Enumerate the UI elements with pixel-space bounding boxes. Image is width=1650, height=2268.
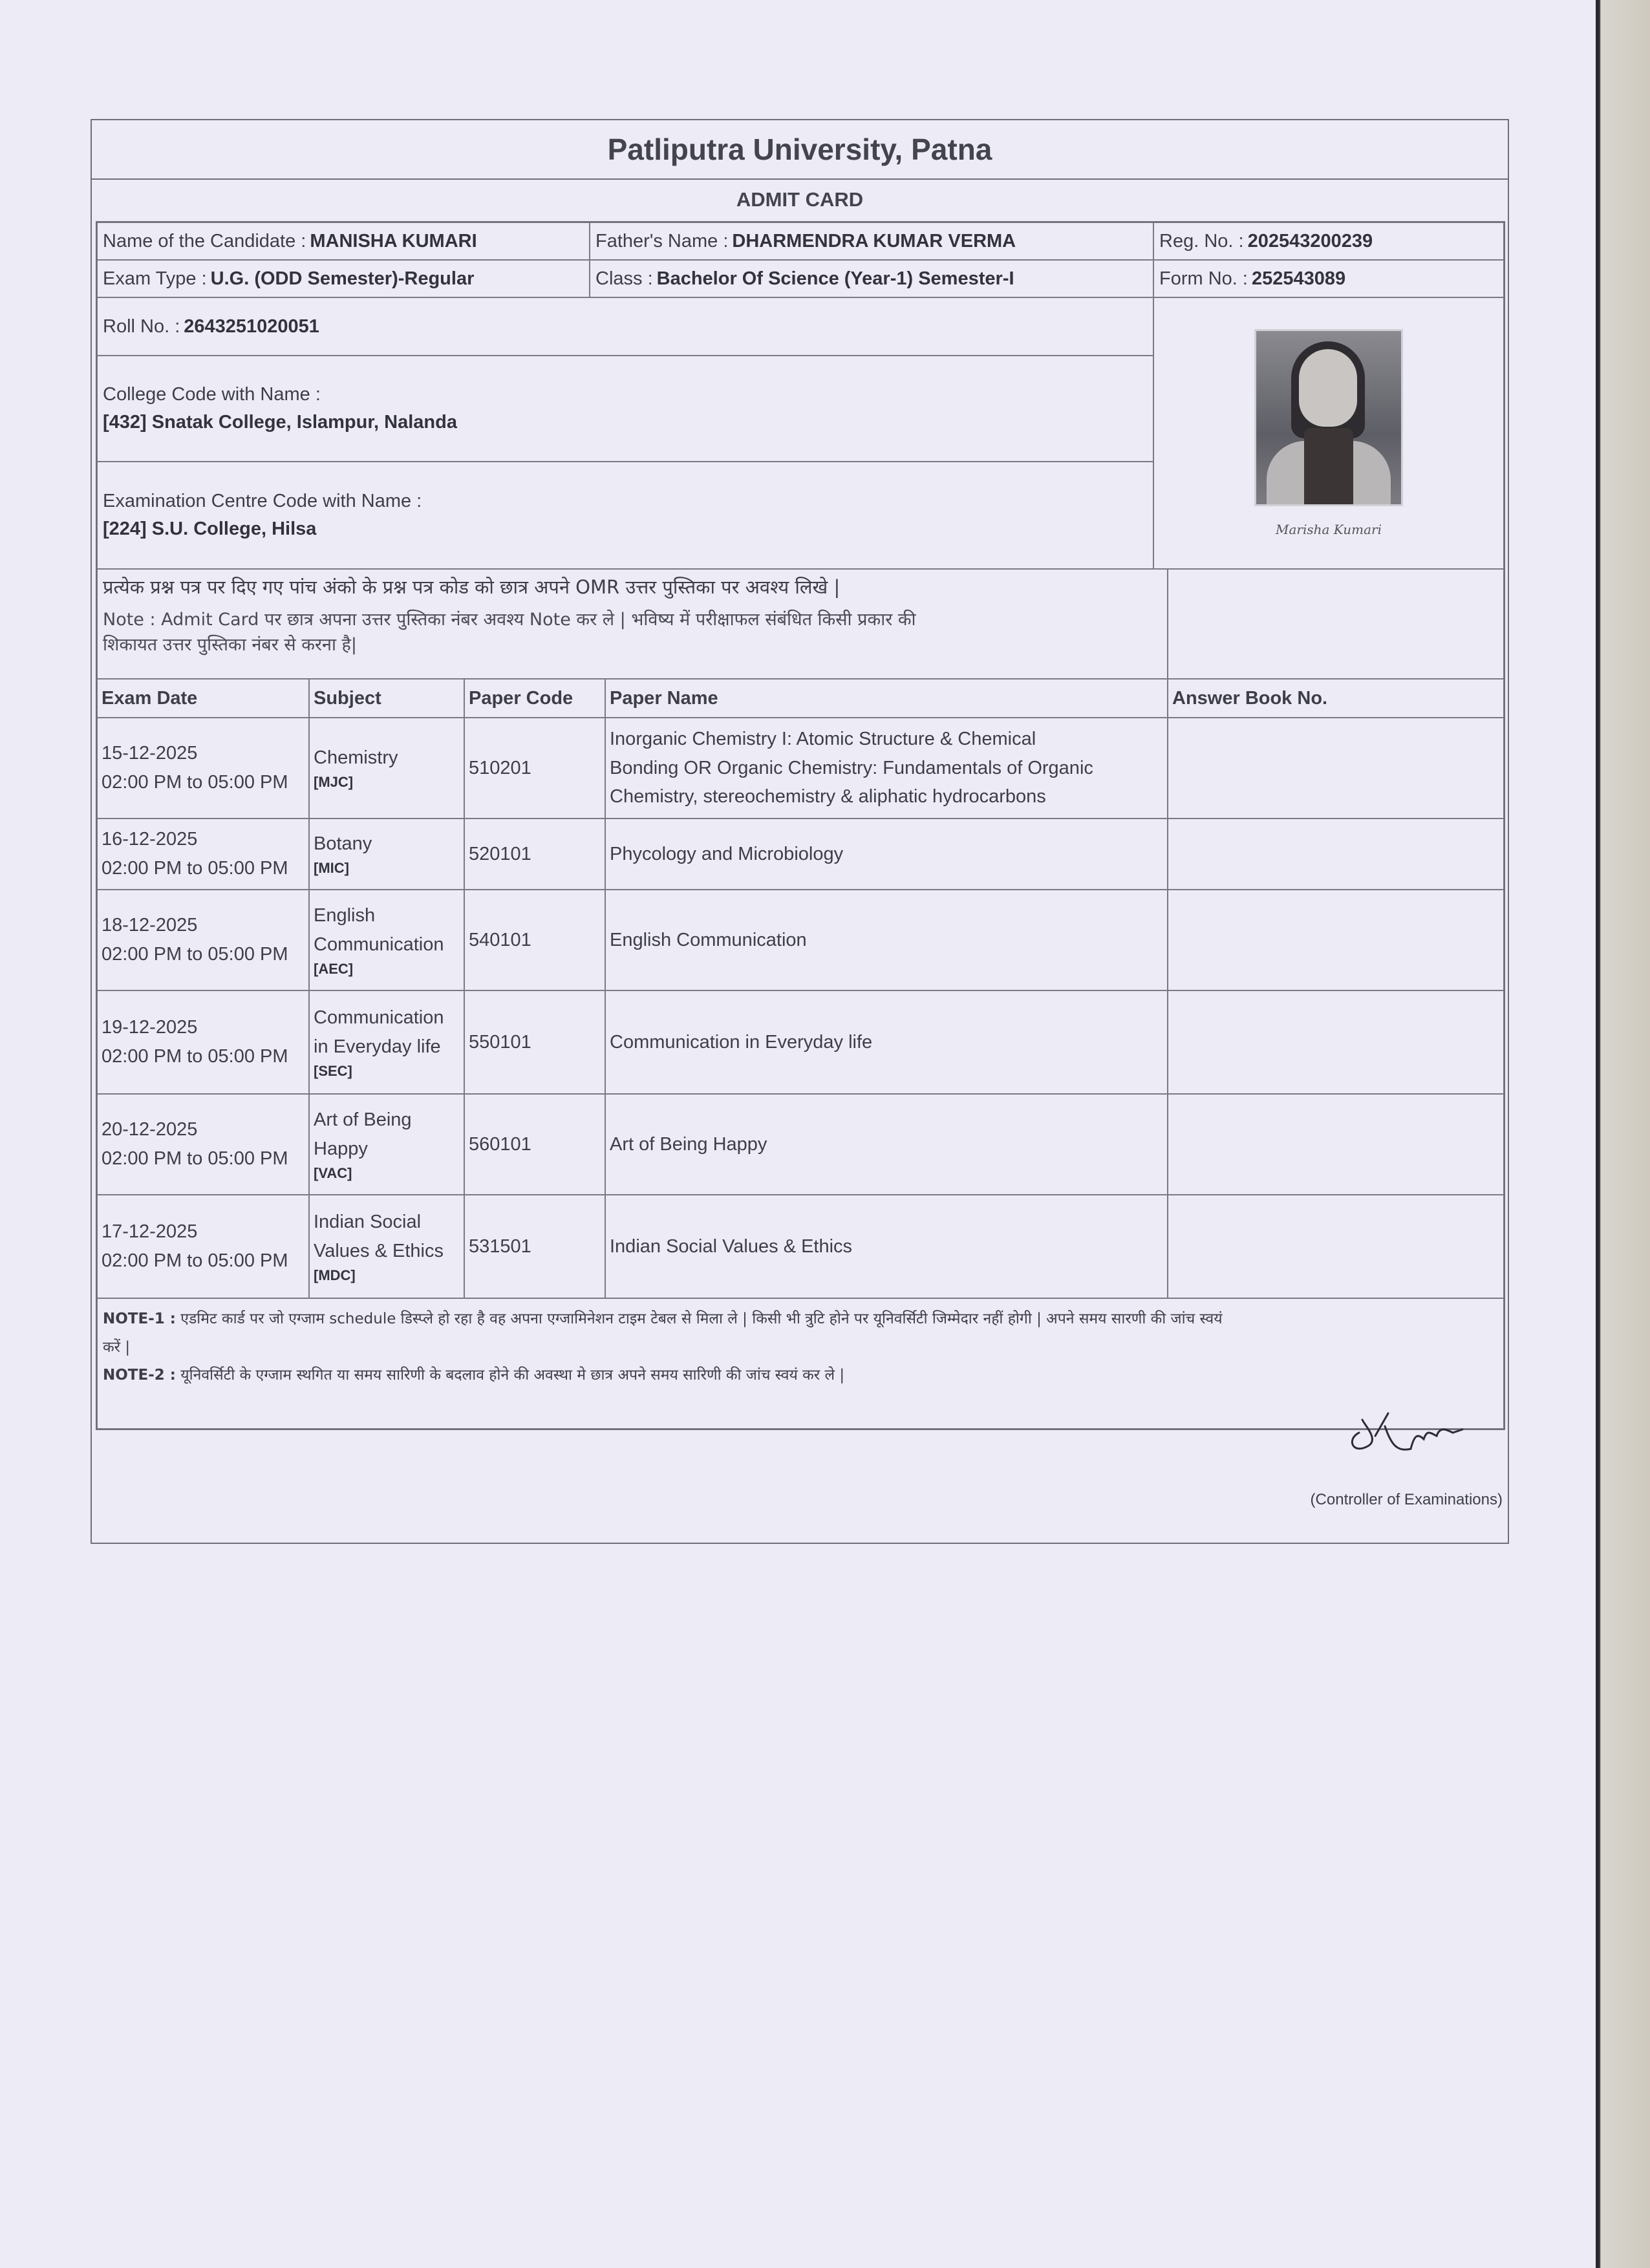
table-row-subject	[309, 1094, 464, 1195]
table-row-subject	[309, 718, 464, 818]
table-row-code: 510201	[464, 718, 605, 818]
subject-name: Communication	[314, 934, 444, 955]
subject-name: Values & Ethics	[314, 1240, 444, 1261]
paper-name-line: Communication in Everyday life	[610, 1031, 873, 1053]
candidate-photo	[1254, 329, 1403, 506]
subject-name: Indian Social	[314, 1211, 422, 1232]
class-value: Bachelor Of Science (Year-1) Semester-I	[656, 268, 1014, 289]
paper-name-line: Bonding OR Organic Chemistry: Fundamentals of Organic	[610, 757, 1093, 778]
header-answer-book: Answer Book No.	[1168, 679, 1504, 718]
answer-book-field	[1168, 890, 1504, 990]
reg-no-label: Reg. No. :	[1159, 230, 1244, 251]
exam-date: 15-12-2025	[102, 743, 198, 764]
exam-time: 02:00 PM to 05:00 PM	[102, 772, 288, 793]
note-2-text: यूनिवर्सिटी के एग्जाम स्थगित या समय सारिणी के बदलाव होने की अवस्था मे छात्र अपने समय सारिणी की जांच स्वयं कर ले |	[180, 1367, 845, 1384]
table-row-code: 540101	[464, 890, 605, 990]
reg-no-cell	[1153, 222, 1504, 260]
father-name-label: Father's Name :	[595, 230, 729, 251]
header-paper-name: Paper Name	[605, 679, 1168, 718]
answer-book-field	[1168, 990, 1504, 1094]
subject-name: Chemistry	[314, 747, 398, 769]
table-row-paper	[605, 890, 1168, 990]
paper-name-line: Indian Social Values & Ethics	[610, 1236, 853, 1257]
header-exam-date: Exam Date	[97, 679, 309, 718]
exam-date: 17-12-2025	[102, 1221, 198, 1243]
table-row-paper	[605, 818, 1168, 890]
subject-tag: [AEC]	[314, 960, 354, 977]
subject-tag: [MIC]	[314, 860, 349, 877]
subject-name: English	[314, 904, 376, 926]
instructions-blank	[1168, 569, 1504, 679]
candidate-name-label: Name of the Candidate :	[103, 230, 306, 251]
table-row-date	[97, 990, 309, 1094]
paper-name-line: Phycology and Microbiology	[610, 843, 844, 864]
exam-date: 20-12-2025	[102, 1119, 198, 1140]
exam-type-label: Exam Type :	[103, 268, 207, 289]
exam-time: 02:00 PM to 05:00 PM	[102, 1046, 288, 1067]
subject-tag: [MJC]	[314, 774, 354, 791]
exam-time: 02:00 PM to 05:00 PM	[102, 1148, 288, 1169]
instruction-line-1: प्रत्येक प्रश्न पत्र पर दिए गए पांच अंको के प्रश्न पत्र कोड को छात्र अपने OMR उत्तर पुस्तिका पर अवश्य लिखे |	[103, 576, 841, 598]
exam-centre-label: Examination Centre Code with Name :	[103, 491, 422, 511]
table-row-code: 560101	[464, 1094, 605, 1195]
note-2-label: NOTE-2 :	[103, 1367, 176, 1384]
class-cell	[590, 260, 1153, 297]
father-name: DHARMENDRA KUMAR VERMA	[732, 230, 1016, 251]
answer-book-field	[1168, 1094, 1504, 1195]
answer-book-field	[1168, 718, 1504, 818]
college-label: College Code with Name :	[103, 384, 321, 405]
class-label: Class :	[595, 268, 653, 289]
university-title: Patliputra University, Patna	[92, 120, 1508, 180]
paper-edge	[1596, 0, 1650, 2268]
roll-no: 2643251020051	[184, 316, 319, 337]
candidate-signature: Marisha Kumari	[1275, 522, 1382, 537]
admit-card-heading: ADMIT CARD	[736, 188, 864, 211]
subject-name: Botany	[314, 833, 372, 855]
table-row-date	[97, 1195, 309, 1298]
instruction-line-2: Note : Admit Card पर छात्र अपना उत्तर पुस्तिका नंबर अवश्य Note कर ले | भविष्य में परीक्षाफल संबंधित किसी प्रकार की	[103, 610, 916, 630]
form-no-cell	[1153, 260, 1504, 297]
paper-name-line: Art of Being Happy	[610, 1133, 767, 1155]
instructions-box	[97, 569, 1168, 679]
note-2	[103, 1362, 1498, 1390]
table-row-paper	[605, 1094, 1168, 1195]
subject-tag: [MDC]	[314, 1267, 356, 1283]
table-row-date	[97, 890, 309, 990]
table-row-subject	[309, 890, 464, 990]
table-row-subject	[309, 990, 464, 1094]
note-1-continued: करें |	[103, 1338, 131, 1356]
table-row-date	[97, 1094, 309, 1195]
table-row-paper	[605, 990, 1168, 1094]
controller-label: (Controller of Examinations)	[1310, 1491, 1503, 1508]
table-row-date	[97, 818, 309, 890]
roll-no-label: Roll No. :	[103, 316, 180, 337]
father-name-cell	[590, 222, 1153, 260]
candidate-name-cell	[97, 222, 590, 260]
controller-signature	[1340, 1400, 1469, 1459]
note-1-label: NOTE-1 :	[103, 1311, 176, 1327]
subject-name: Communication	[314, 1007, 444, 1028]
photo-cell	[1153, 297, 1504, 569]
admit-card	[91, 119, 1509, 1544]
college-name: [432] Snatak College, Islampur, Nalanda	[103, 412, 457, 433]
exam-type-cell	[97, 260, 590, 297]
details-block	[96, 221, 1505, 1430]
answer-book-field	[1168, 1195, 1504, 1298]
roll-no-cell	[97, 297, 1153, 356]
table-row-subject	[309, 1195, 464, 1298]
notes-box	[97, 1298, 1504, 1429]
table-row-code: 550101	[464, 990, 605, 1094]
exam-centre-cell	[97, 462, 1153, 569]
paper-name-line: English Communication	[610, 929, 807, 950]
reg-no: 202543200239	[1247, 230, 1373, 251]
form-no-label: Form No. :	[1159, 268, 1248, 289]
exam-centre-name: [224] S.U. College, Hilsa	[103, 519, 317, 539]
table-row-paper	[605, 718, 1168, 818]
table-row-date	[97, 718, 309, 818]
form-no: 252543089	[1251, 268, 1346, 289]
table-row-paper	[605, 1195, 1168, 1298]
subject-name: Art of Being	[314, 1109, 412, 1130]
table-row-subject	[309, 818, 464, 890]
exam-type: U.G. (ODD Semester)-Regular	[210, 268, 475, 289]
note-1-text: एडमिट कार्ड पर जो एग्जाम schedule डिस्प्ले हो रहा है वह अपना एग्जामिनेशन टाइम टेबल से मिला ले | किसी भी त्रुटि होने पर यूनिवर्सिटी जिम्मेदार नहीं होगी | अपने समय सारणी की जांच स्वयं	[180, 1311, 1223, 1327]
candidate-name: MANISHA KUMARI	[310, 230, 477, 251]
paper-name-line: Chemistry, stereochemistry & aliphatic hydrocarbons	[610, 786, 1046, 808]
exam-date: 16-12-2025	[102, 829, 198, 850]
table-row-code: 520101	[464, 818, 605, 890]
subject-tag: [SEC]	[314, 1062, 352, 1079]
exam-date: 18-12-2025	[102, 915, 198, 936]
header-paper-code: Paper Code	[464, 679, 605, 718]
paper-name-line: Inorganic Chemistry I: Atomic Structure & Chemical	[610, 728, 1036, 749]
answer-book-field	[1168, 818, 1504, 890]
note-1	[103, 1305, 1498, 1334]
subject-name: Happy	[314, 1138, 368, 1159]
exam-time: 02:00 PM to 05:00 PM	[102, 1250, 288, 1271]
table-row-code: 531501	[464, 1195, 605, 1298]
exam-time: 02:00 PM to 05:00 PM	[102, 944, 288, 965]
exam-date: 19-12-2025	[102, 1017, 198, 1038]
subject-name: in Everyday life	[314, 1036, 441, 1057]
exam-time: 02:00 PM to 05:00 PM	[102, 858, 288, 879]
subject-tag: [VAC]	[314, 1164, 352, 1181]
instruction-line-3: शिकायत उत्तर पुस्तिका नंबर से करना है|	[103, 635, 357, 656]
header-subject: Subject	[309, 679, 464, 718]
college-cell	[97, 356, 1153, 462]
